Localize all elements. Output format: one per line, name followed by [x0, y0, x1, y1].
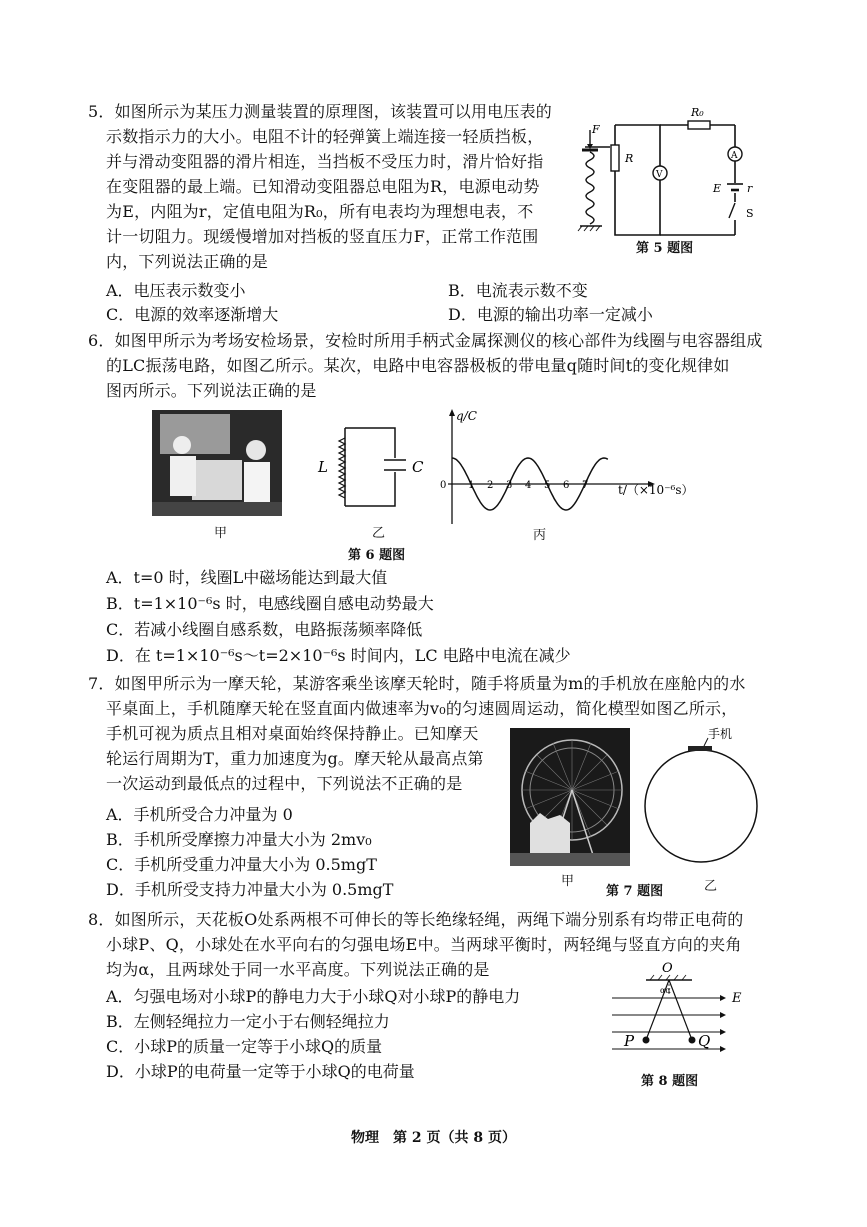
emf-label: E: [713, 182, 722, 195]
q7-line-2: 平桌面上，手机随摩天轮在竖直面内做速率为v₀的匀速圆周运动，简化模型如图乙所示，: [106, 699, 738, 718]
tick-5: 5: [544, 480, 551, 491]
inductor-coil: [339, 438, 345, 498]
phone-block: [688, 746, 712, 751]
graph-caption-bing: 丙: [533, 528, 547, 543]
q5-line-7: 内，下列说法正确的是: [106, 252, 269, 271]
q8-option-b: B．左侧轻绳拉力一定小于右侧轻绳拉力: [106, 1012, 390, 1031]
q-axis-label: q/C: [456, 409, 477, 423]
q6-line-2: 的LC振荡电路，如图乙所示。某次，电路中电容器极板的带电量q随时间t的变化规律如: [106, 356, 730, 375]
tick-7: 7: [582, 480, 589, 491]
q5-line-4: 在变阻器的最上端。已知滑动变阻器总电阻为R，电源电动势: [106, 177, 540, 196]
circular-motion-model: [638, 726, 768, 866]
motion-circle: [645, 750, 757, 862]
spring: [586, 152, 594, 224]
q8-figure-caption: 第 8 题图: [641, 1074, 699, 1089]
force-label: F: [592, 123, 600, 136]
q8-line-3: 均为α，且两球处于同一水平高度。下列说法正确的是: [106, 960, 490, 979]
q7-option-a: A．手机所受合力冲量为 0: [106, 805, 293, 824]
q6-line-3: 图丙所示。下列说法正确的是: [106, 381, 317, 400]
model-caption-yi-7: 乙: [704, 879, 718, 894]
ferris-wheel-photo: [510, 728, 630, 866]
tick-1: 1: [468, 480, 475, 491]
q7-line-5: 一次运动到最低点的过程中，下列说法不正确的是: [106, 774, 463, 793]
q8-option-a: A．匀强电场对小球P的静电力大于小球Q对小球P的静电力: [106, 987, 521, 1006]
phone-label: 手机: [708, 727, 733, 741]
security-check-photo: [152, 410, 282, 516]
q7-line-1: 7．如图甲所示为一摩天轮，某游客乘坐该摩天轮时，随手将质量为m的手机放在座舱内的水: [88, 674, 746, 693]
charged-balls-figure: [600, 960, 760, 1068]
q6-option-a: A．t=0 时，线圈L中磁场能达到最大值: [106, 568, 388, 587]
q-t-graph: [430, 406, 705, 528]
page-footer: 物理 第 2 页（共 8 页）: [351, 1130, 516, 1146]
q7-option-c: C．手机所受重力冲量大小为 0.5mgT: [106, 855, 377, 874]
q6-figure-caption: 第 6 题图: [348, 548, 406, 563]
q6-line-1: 6．如图甲所示为考场安检场景，安检时所用手柄式金属探测仪的核心部件为线圈与电容器组成: [88, 331, 763, 350]
tick-4: 4: [525, 480, 532, 491]
circuit-caption-yi: 乙: [372, 526, 386, 541]
ball-q: [689, 1037, 696, 1044]
tick-2: 2: [487, 480, 494, 491]
q5-line-1: 5．如图所示为某压力测量装置的原理图，该装置可以用电压表的: [88, 102, 552, 121]
q6-option-b: B．t=1×10⁻⁶s 时，电感线圈自感电动势最大: [106, 594, 434, 613]
t-axis-label: t/（×10⁻⁶s）: [618, 483, 694, 497]
q5-option-b: B．电流表示数不变: [448, 281, 588, 300]
voltmeter-label: V: [656, 170, 663, 180]
q8-line-2: 小球P、Q，小球处在水平向右的匀强电场E中。当两球平衡时，两轻绳与竖直方向的夹角: [106, 935, 742, 954]
right-string: [669, 980, 692, 1040]
lc-circuit-figure: [310, 418, 430, 518]
q5-line-6: 计一切阻力。现缓慢增加对挡板的竖直压力F，正常工作范围: [106, 227, 539, 246]
ball-p: [643, 1037, 650, 1044]
q8-option-c: C．小球P的质量一定等于小球Q的质量: [106, 1037, 383, 1056]
q5-line-2: 示数指示力的大小。电阻不计的轻弹簧上端连接一轻质挡板，: [106, 127, 544, 146]
ball-q-label: Q: [698, 1032, 711, 1050]
q7-figure-caption: 第 7 题图: [606, 884, 664, 899]
angle-label: αα: [660, 986, 671, 995]
q5-option-a: A．电压表示数变小: [106, 281, 246, 300]
q5-line-5: 为E，内阻为r，定值电阻为R₀，所有电表均为理想电表，不: [106, 202, 534, 221]
q5-line-3: 并与滑动变阻器的滑片相连，当挡板不受压力时，滑片恰好指: [106, 152, 544, 171]
ammeter-label: A: [731, 151, 738, 161]
q8-line-1: 8．如图所示，天花板O处系两根不可伸长的等长绝缘轻绳，两绳下端分别系有均带正电荷的: [88, 910, 744, 929]
q8-option-d: D．小球P的电荷量一定等于小球Q的电荷量: [106, 1062, 415, 1081]
q5-option-c: C．电源的效率逐渐增大: [106, 305, 279, 324]
tick-3: 3: [506, 480, 513, 491]
tick-6: 6: [563, 480, 570, 491]
r0-resistor: [688, 121, 710, 129]
ball-p-label: P: [624, 1032, 635, 1050]
internal-resistance-label: r: [747, 182, 753, 195]
switch-label: S: [746, 207, 754, 220]
q7-line-3: 手机可视为质点且相对桌面始终保持静止。已知摩天: [106, 724, 479, 743]
photo-caption-jia-7: 甲: [561, 874, 575, 889]
r0-label: R₀: [691, 106, 704, 119]
pivot-o-label: O: [662, 961, 673, 976]
field-e-label: E: [732, 991, 742, 1006]
capacitor-label: C: [412, 458, 424, 476]
rheostat: [611, 145, 619, 171]
q7-line-4: 轮运行周期为T，重力加速度为g。摩天轮从最高点第: [106, 749, 484, 768]
q5-figure-caption: 第 5 题图: [636, 241, 694, 256]
origin-label: 0: [440, 480, 447, 491]
inductor-label: L: [318, 458, 328, 476]
q5-option-d: D．电源的输出功率一定减小: [448, 305, 653, 324]
q6-option-c: C．若减小线圈自感系数，电路振荡频率降低: [106, 620, 423, 639]
q7-option-b: B．手机所受摩擦力冲量大小为 2mv₀: [106, 830, 372, 849]
rheostat-label: R: [625, 152, 634, 165]
q6-option-d: D．在 t=1×10⁻⁶s～t=2×10⁻⁶s 时间内，LC 电路中电流在减少: [106, 646, 571, 665]
q7-option-d: D．手机所受支持力冲量大小为 0.5mgT: [106, 880, 394, 899]
photo-caption-jia: 甲: [214, 526, 228, 541]
